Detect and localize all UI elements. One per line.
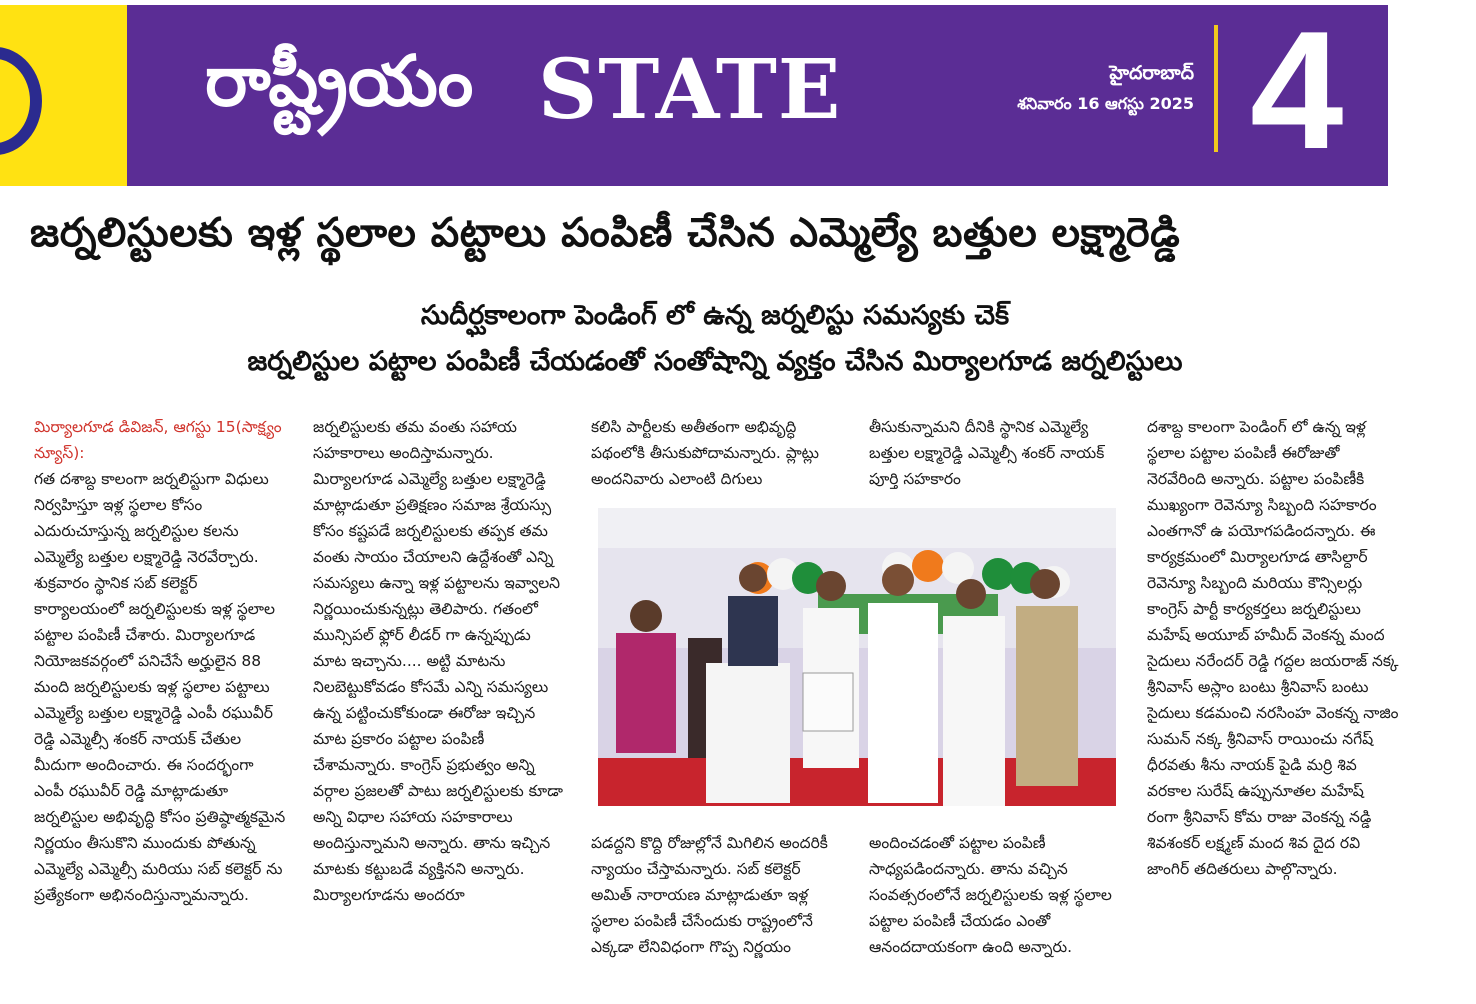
- article-column-4-bottom: [869, 830, 1125, 990]
- page-number: 4: [1250, 0, 1344, 184]
- masthead-divider: [1214, 25, 1218, 152]
- edition-date: శనివారం 16 ఆగస్టు 2025: [1017, 94, 1194, 113]
- article-column-4-bottom-text: అందించడంతో పట్టాల పంపిణీ సాధ్యపడిందన్నారు. తాను వచ్చిన సంవత్సరంలోనే జర్నలిస్టులకు ఇళ్ల స్థలాల పట్టాల పంపిణీ చేయడం ఎంతో ఆనందదాయకంగా ఉంది అన్నారు.: [869, 834, 1112, 956]
- article-column-1: [34, 414, 286, 990]
- logo-ring: [0, 47, 42, 155]
- article-dateline: మిర్యాలగూడ డివిజన్, ఆగస్టు 15(సాక్ష్యం న్యూస్):: [34, 418, 282, 462]
- article-headline: జర్నలిస్టులకు ఇళ్ల స్థలాల పట్టాలు పంపిణీ చేసిన ఎమ్మెల్యే బత్తుల లక్ష్మారెడ్డి: [30, 210, 1181, 256]
- event-photo: [598, 508, 1116, 806]
- article-column-3-bottom: [591, 830, 843, 990]
- article-column-2-text: జర్నలిస్టులకు తమ వంతు సహాయ సహకారాలు అందిస్తామన్నారు. మిర్యాలగూడ ఎమ్మెల్యే బత్తుల లక్ష్మారెడ్డి మాట్లాడుతూ ప్రతిక్షణం సమాజ శ్రేయస్సు కోసం కష్టపడే జర్నలిస్టులకు తప్పక తమ వంతు సాయం చేయాలని ఉద్దేశంతో ఎన్ని సమస్యలు ఉన్నా ఇళ్ల పట్టాలను ఇవ్వాలని నిర్ణయించుకున్నట్లు తెలిపారు. గతంలో మున్సిపల్ ఫ్లోర్ లీడర్ గా ఉన్నప్పుడు మాట ఇచ్చాను.... అట్టి మాటను నిలబెట్టుకోవడం కోసమే ఎన్ని సమస్యలు ఉన్న పట్టించుకోకుండా ఈరోజు ఇచ్చిన మాట ప్రకారం పట్టాల పంపిణీ చేశామన్నారు. కాంగ్రెస్ ప్రభుత్వం అన్ని వర్గాల ప్రజలతో పాటు జర్నలిస్టులకు కూడా అన్ని విధాల సహాయ సహకారాలు అందిస్తున్నామని అన్నారు. తాను ఇచ్చిన మాటకు కట్టుబడే వ్యక్తినని అన్నారు. మిర్యాలగూడను అందరూ: [313, 418, 563, 904]
- section-title-telugu: రాష్ట్రీయం: [205, 40, 474, 122]
- article-subheadline-2: జర్నలిస్టుల పట్టాల పంపిణీ చేయడంతో సంతోషాన్ని వ్యక్తం చేసిన మిర్యాలగూడ జర్నలిస్టులు: [247, 346, 1183, 377]
- article-column-3-top-text: కలిసి పార్టీలకు అతీతంగా అభివృద్ధి పథంలోకి తీసుకుపోదామన్నారు. ప్లాట్లు అందనివారు ఎలాంటి దిగులు: [591, 418, 819, 488]
- article-subheadline-1: సుదీర్ఘకాలంగా పెండింగ్ లో ఉన్న జర్నలిస్టు సమస్యకు చెక్: [420, 300, 1010, 331]
- section-title-english: STATE: [538, 42, 842, 138]
- newspaper-logo-fragment: [0, 5, 127, 186]
- article-column-5-text: దశాబ్ద కాలంగా పెండింగ్ లో ఉన్న ఇళ్ల స్థలాల పట్టాల పంపిణీ ఈరోజుతో నెరవేరింది అన్నారు. పట్టాల పంపిణీకి ముఖ్యంగా రెవెన్యూ సిబ్బంది సహకారం ఎంతగానో ఉ పయోగపడిందన్నారు. ఈ కార్యక్రమంలో మిర్యాలగూడ తాసిల్దార్ రెవెన్యూ సిబ్బంది మరియు కౌన్సిలర్లు కాంగ్రెస్ పార్టీ కార్యకర్తలు జర్నలిస్టులు మహేష్ అయూబ్ హమీద్ వెంకన్న మంద సైదులు నరేందర్ రెడ్డి గద్దల జయరాజ్ నక్క శ్రీనివాస్ అస్లాం బంటు శ్రీనివాస్ బంటు సైదులు కడమంచి నరసింహ వెంకన్న నాజిం సుమన్ నక్క శ్రీనివాస్ రాయించు నగేష్ ధీరవతు శీను నాయక్ పైడి మర్రి శివ వరకాల సురేష్ ఉప్పునూతల మహేష్ రంగా శ్రీనివాస్ కోమ రాజు వెంకన్న నడ్డి శివశంకర్ లక్ష్మణ్ మంద శివ దైద రవి జాంగిర్ తదితరులు పాల్గొన్నారు.: [1147, 418, 1399, 878]
- article-column-4-top: [869, 414, 1125, 496]
- article-column-2: [313, 414, 565, 990]
- article-column-3-bottom-text: పడద్దని కొద్ది రోజుల్లోనే మిగిలిన అందరికీ న్యాయం చేస్తామన్నారు. సబ్ కలెక్టర్ అమిత్ నారాయణ మాట్లాడుతూ ఇళ్ల స్థలాల పంపిణీ చేసేందుకు రాష్ట్రంలోనే ఎక్కడా లేనివిధంగా గొప్ప నిర్ణయం: [591, 834, 828, 956]
- edition-city: హైదరాబాద్: [1109, 62, 1194, 84]
- article-column-1-text: గత దశాబ్ద కాలంగా జర్నలిస్టుగా విధులు నిర్వహిస్తూ ఇళ్ల స్థలాల కోసం ఎదురుచూస్తున్న జర్నలిస్టుల కలను ఎమ్మెల్యే బత్తుల లక్ష్మారెడ్డి నెరవేర్చారు. శుక్రవారం స్థానిక సబ్ కలెక్టర్ కార్యాలయంలో జర్నలిస్టులకు ఇళ్ల స్థలాల పట్టాల పంపిణీ చేశారు. మిర్యాలగూడ నియోజకవర్గంలో పనిచేసే అర్హులైన 88 మంది జర్నలిస్టులకు ఇళ్ల స్థలాల పట్టాలు ఎమ్మెల్యే బత్తుల లక్ష్మారెడ్డి ఎంపీ రఘువీర్ రెడ్డి ఎమ్మెల్సీ శంకర్ నాయక్ చేతుల మీదుగా అందించారు. ఈ సందర్భంగా ఎంపీ రఘువీర్ రెడ్డి మాట్లాడుతూ జర్నలిస్టుల అభివృద్ధి కోసం ప్రతిష్ఠాత్మకమైన నిర్ణయం తీసుకొని ముందుకు పోతున్న ఎమ్మెల్యే ఎమ్మెల్సీ మరియు సబ్ కలెక్టర్ ను ప్రత్యేకంగా అభినందిస్తున్నామన్నారు.: [34, 470, 286, 904]
- article-column-5: [1147, 414, 1399, 990]
- article-column-4-top-text: తీసుకున్నామని దీనికి స్థానిక ఎమ్మెల్యే బత్తుల లక్ష్మారెడ్డి ఎమ్మెల్సీ శంకర్ నాయక్ పూర్తి సహకారం: [869, 418, 1105, 488]
- article-column-3-top: [591, 414, 843, 496]
